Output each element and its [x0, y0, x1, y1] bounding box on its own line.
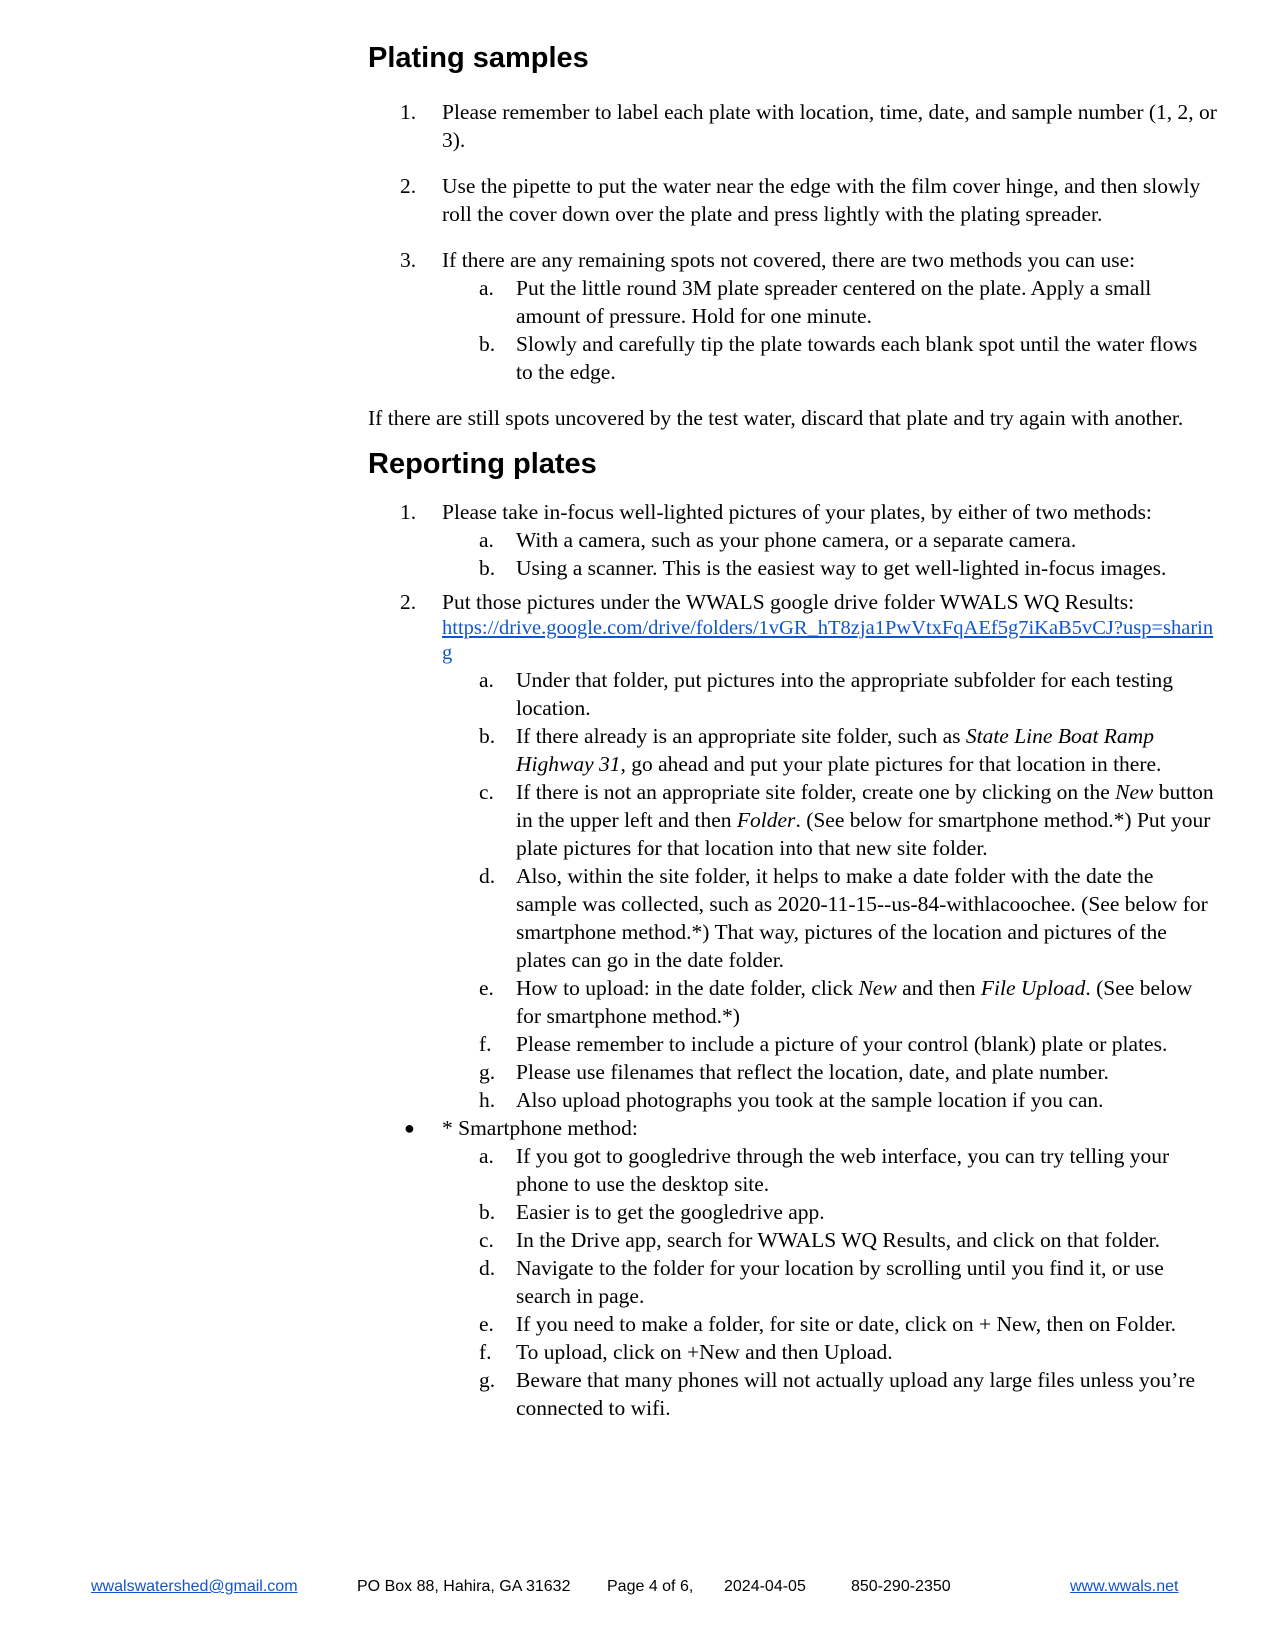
- list-item: [368, 498, 1218, 526]
- heading-reporting-plates: Reporting plates: [368, 448, 597, 480]
- sub-item-letter: f.: [479, 1032, 492, 1056]
- sub-item-text: Slowly and carefully tip the plate towards each blank spot until the water flows to the edge.: [516, 332, 1198, 384]
- site-folder-example: State Line Boat Ramp Highway 31: [516, 724, 1154, 776]
- list-item: [368, 246, 1218, 274]
- item-text: Put those pictures under the WWALS google drive folder WWALS WQ Results:: [442, 590, 1135, 614]
- footer-page-number: Page 4 of 6,: [607, 1578, 694, 1595]
- sub-item-letter: g.: [479, 1368, 496, 1392]
- sub-item-text: Also, within the site folder, it helps to make a date folder with the date the sample was collected, such as 2020-11-15--us-84-withlacoochee. (See below for smartphone method.*) That way, pictures of the location and pictures of the plates can go in the date folder.: [516, 864, 1208, 972]
- list-item: [368, 172, 1218, 228]
- sub-item-text: If you need to make a folder, for site or date, click on + New, then on Folder.: [516, 1312, 1177, 1336]
- sub-item-text: Put the little round 3M plate spreader centered on the plate. Apply a small amount of pressure. Hold for one minute.: [516, 276, 1152, 328]
- sub-item-text: In the Drive app, search for WWALS WQ Results, and click on that folder.: [516, 1228, 1161, 1252]
- footer-phone: 850-290-2350: [851, 1578, 951, 1595]
- sub-item: [442, 862, 1218, 974]
- sub-item-text: Easier is to get the googledrive app.: [516, 1200, 825, 1224]
- item-number: 3.: [400, 248, 417, 272]
- sub-item-letter: e.: [479, 1312, 494, 1336]
- sub-item-text: If there is not an appropriate site folder, create one by clicking on the New button in the upper left and then Folder. (See below for smartphone method.*) Put your plate pictures for that location into that new site folder.: [516, 780, 1214, 860]
- sub-item-letter: b.: [479, 1200, 496, 1224]
- heading-plating-samples: Plating samples: [368, 42, 589, 74]
- sub-item-letter: a.: [479, 276, 494, 300]
- sub-item: [442, 974, 1218, 1030]
- document-content: [368, 40, 1218, 1422]
- footer-address: PO Box 88, Hahira, GA 31632: [357, 1578, 571, 1595]
- item-text: Please remember to label each plate with location, time, date, and sample number (1, 2, or 3).: [442, 100, 1217, 152]
- sub-item-letter: a.: [479, 528, 494, 552]
- sub-item-text: Please use filenames that reflect the location, date, and plate number.: [516, 1060, 1109, 1084]
- sub-item-letter: b.: [479, 724, 496, 748]
- sub-item-letter: e.: [479, 976, 494, 1000]
- item-number: 2.: [400, 174, 417, 198]
- sub-item-text: With a camera, such as your phone camera, or a separate camera.: [516, 528, 1077, 552]
- list-item: [368, 588, 1218, 666]
- item-text: If there are any remaining spots not covered, there are two methods you can use:: [442, 248, 1136, 272]
- sub-item: [442, 722, 1218, 778]
- sub-item-text: If there already is an appropriate site folder, such as State Line Boat Ramp Highway 31, go ahead and put your plate pictures for that location in there.: [516, 724, 1162, 776]
- sub-item: [442, 1310, 1218, 1338]
- sub-item-letter: b.: [479, 556, 496, 580]
- sub-item: [442, 330, 1218, 386]
- sub-item-text: Beware that many phones will not actually upload any large files unless you’re connected to wifi.: [516, 1368, 1196, 1420]
- sub-item-letter: g.: [479, 1060, 496, 1084]
- footer-website-link[interactable]: www.wwals.net: [1070, 1578, 1179, 1595]
- sub-item-text: If you got to googledrive through the web interface, you can try telling your phone to use the desktop site.: [516, 1144, 1170, 1196]
- sub-item-text: How to upload: in the date folder, click New and then File Upload. (See below for smartphone method.*): [516, 976, 1193, 1028]
- item-number: 2.: [400, 590, 417, 614]
- sub-item-letter: h.: [479, 1088, 496, 1112]
- sub-item-letter: a.: [479, 668, 494, 692]
- item-number: 1.: [400, 100, 417, 124]
- item-number: 1.: [400, 500, 417, 524]
- sub-item-text: Using a scanner. This is the easiest way to get well-lighted in-focus images.: [516, 556, 1167, 580]
- list-item: [368, 98, 1218, 154]
- sub-item-text: To upload, click on +New and then Upload.: [516, 1340, 893, 1364]
- bullet-icon: ●: [404, 1118, 415, 1138]
- footer-email-link[interactable]: wwalswatershed@gmail.com: [91, 1578, 298, 1595]
- sub-item-letter: a.: [479, 1144, 494, 1168]
- item-text: Please take in-focus well-lighted pictures of your plates, by either of two methods:: [442, 500, 1152, 524]
- sub-item-letter: d.: [479, 1256, 496, 1280]
- sub-item: [442, 1030, 1218, 1058]
- sub-item-letter: c.: [479, 1228, 494, 1252]
- footer-date: 2024-04-05: [724, 1578, 806, 1595]
- sub-item-letter: d.: [479, 864, 496, 888]
- sub-item: [442, 526, 1218, 554]
- sub-item: [442, 1142, 1218, 1198]
- sub-item: [442, 1338, 1218, 1366]
- drive-folder-link[interactable]: https://drive.google.com/drive/folders/1vGR_hT8zja1PwVtxFqAEf5g7iKaB5vCJ?usp=sharing: [442, 617, 1214, 664]
- sub-item: [442, 1254, 1218, 1310]
- paragraph-note: If there are still spots uncovered by the test water, discard that plate and try again with another.: [368, 406, 1184, 430]
- sub-item-text: Navigate to the folder for your location by scrolling until you find it, or use search in page.: [516, 1256, 1164, 1308]
- sub-item: [442, 1086, 1218, 1114]
- sub-item-text: Please remember to include a picture of your control (blank) plate or plates.: [516, 1032, 1168, 1056]
- sub-item-letter: b.: [479, 332, 496, 356]
- sub-item: [442, 274, 1218, 330]
- sub-item: [442, 1058, 1218, 1086]
- sub-item-letter: f.: [479, 1340, 492, 1364]
- sub-item-text: Also upload photographs you took at the sample location if you can.: [516, 1088, 1104, 1112]
- item-text: Use the pipette to put the water near the edge with the film cover hinge, and then slowly roll the cover down over the plate and press lightly with the plating spreader.: [442, 174, 1201, 226]
- sub-item: [442, 1198, 1218, 1226]
- sub-item-letter: c.: [479, 780, 494, 804]
- sub-item: [442, 554, 1218, 582]
- sub-item: [442, 778, 1218, 862]
- sub-item-text: Under that folder, put pictures into the appropriate subfolder for each testing location.: [516, 668, 1174, 720]
- item-text: * Smartphone method:: [442, 1116, 638, 1140]
- sub-item: [442, 1226, 1218, 1254]
- bullet-item: [368, 1114, 1218, 1142]
- sub-item: [442, 1366, 1218, 1422]
- sub-item: [442, 666, 1218, 722]
